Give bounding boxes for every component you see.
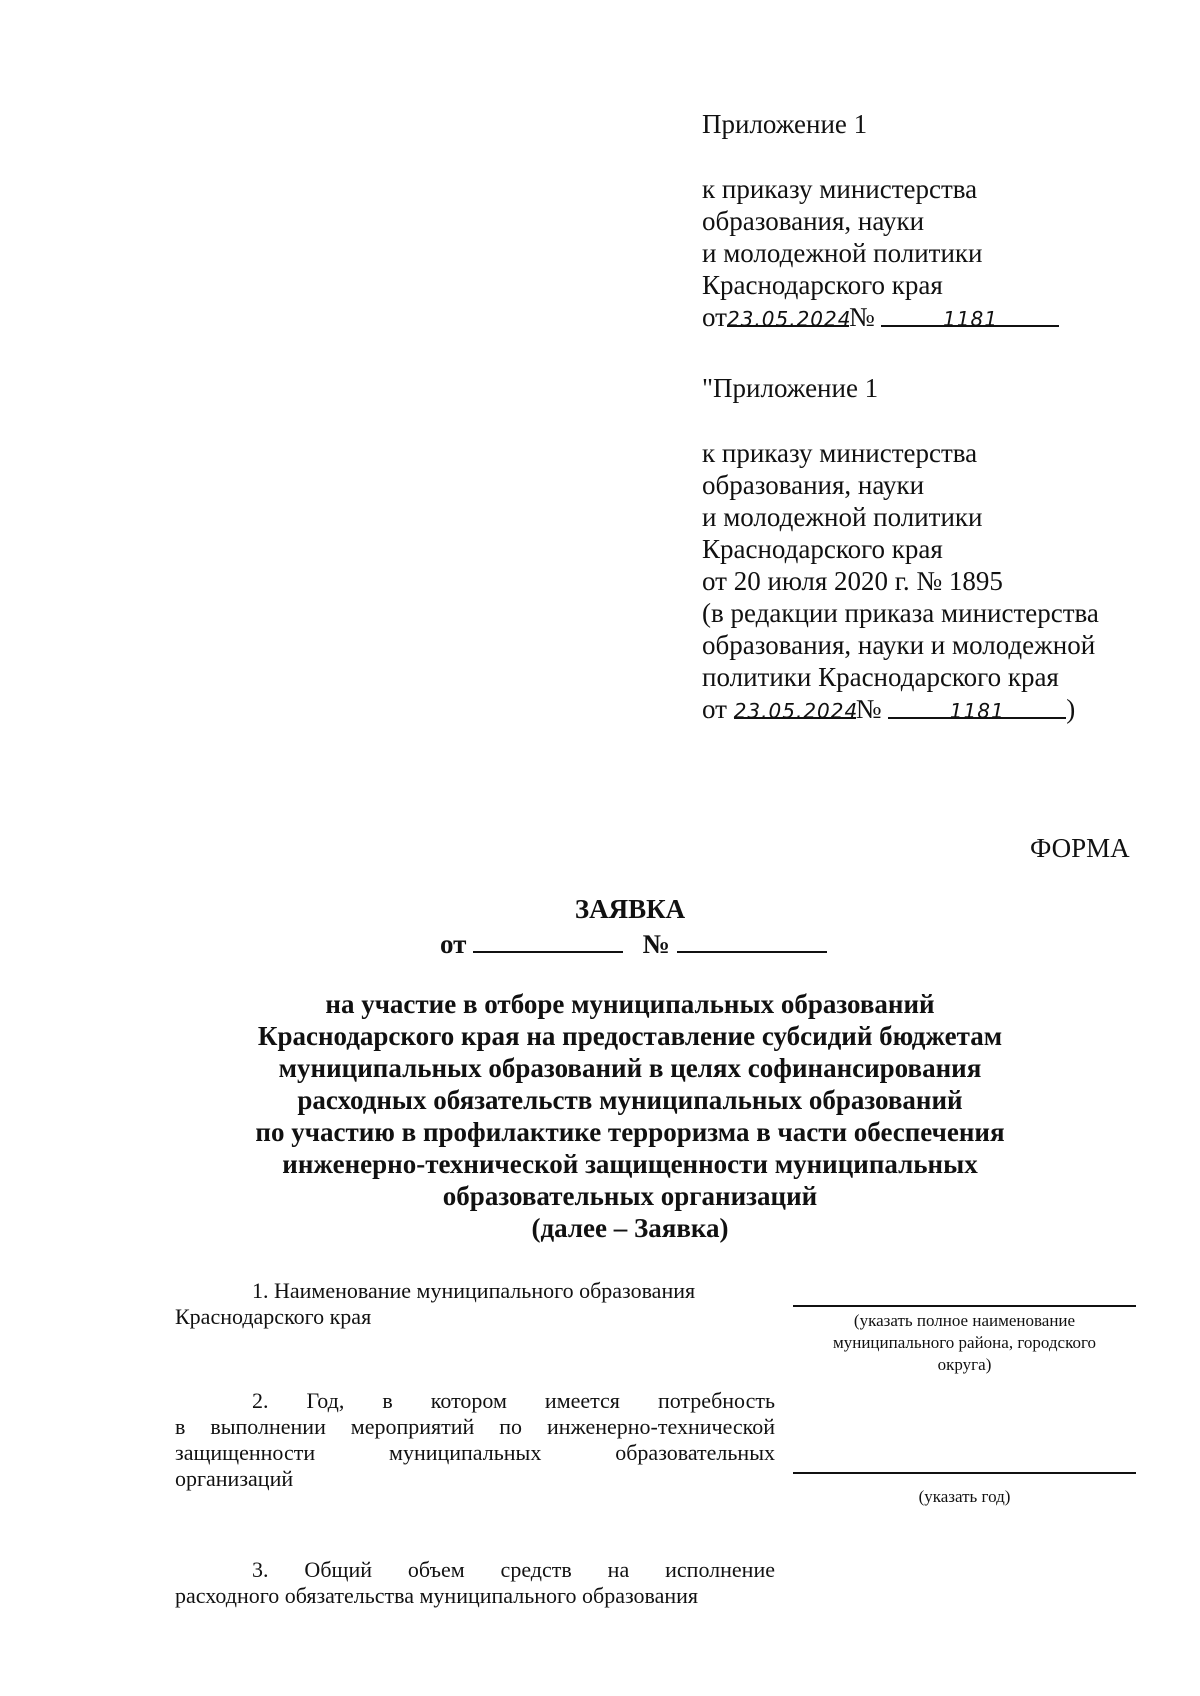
- subject-line: образовательных организаций: [442, 1181, 818, 1211]
- appendix-line: и молодежной политики: [702, 502, 983, 532]
- item-line: в выполнении мероприятий по инженерно-технической: [175, 1414, 775, 1439]
- number-sign: №: [848, 302, 875, 332]
- application-date-field[interactable]: [473, 929, 623, 953]
- appendix-line: Краснодарского края: [702, 534, 943, 564]
- subject-line: (далее – Заявка): [531, 1213, 729, 1243]
- date-field: [726, 301, 852, 331]
- item-line: Краснодарского края: [175, 1304, 372, 1329]
- number-sign: №: [855, 694, 882, 724]
- subject-line: Краснодарского края на предоставление субсидий бюджетам: [257, 1021, 1003, 1051]
- appendix-line: образования, науки: [702, 206, 925, 236]
- subject-line: по участию в профилактике терроризма в части обеспечения: [255, 1117, 1005, 1147]
- hint-line: муниципального района, городского: [832, 1333, 1097, 1352]
- handwritten-date: 23.05.2024: [726, 307, 852, 331]
- subject-line: инженерно-технической защищенности муниципальных: [282, 1149, 978, 1179]
- item-1-answer-line[interactable]: [793, 1305, 1136, 1307]
- hint-line: округа): [937, 1355, 992, 1374]
- application-number-field[interactable]: [677, 929, 827, 953]
- number-field: [888, 693, 1066, 723]
- subject-line: муниципальных образований в целях софинансирования: [278, 1053, 982, 1083]
- application-subject: [0, 988, 1200, 1244]
- number-sign: №: [642, 929, 670, 959]
- appendix-line: от 20 июля 2020 г. № 1895: [702, 566, 1003, 596]
- hint-line: (указать полное наименование: [853, 1311, 1076, 1330]
- handwritten-date: 23.05.2024: [733, 699, 859, 723]
- date-prefix: от: [702, 302, 727, 332]
- date-prefix: от: [440, 929, 467, 959]
- item-1-hint: [793, 1310, 1136, 1376]
- appendix-current: [702, 108, 1059, 333]
- closing-paren: ): [1066, 694, 1076, 724]
- appendix-line: Краснодарского края: [702, 270, 943, 300]
- item-2-hint: [793, 1486, 1136, 1508]
- subject-line: на участие в отборе муниципальных образований: [325, 989, 935, 1019]
- date-prefix: от: [702, 694, 727, 724]
- appendix-heading: "Приложение 1: [702, 373, 879, 403]
- appendix-line: образования, науки и молодежной: [702, 630, 1096, 660]
- appendix-line: (в редакции приказа министерства: [702, 598, 1099, 628]
- item-line: 3. Общий объем средств на исполнение: [252, 1557, 775, 1582]
- appendix-line: к приказу министерства: [702, 438, 978, 468]
- item-line: защищенности муниципальных образовательных: [175, 1440, 775, 1465]
- application-date-number-line: [440, 928, 827, 960]
- item-line: расходного обязательства муниципального образования: [175, 1583, 699, 1608]
- date-field: [733, 693, 859, 723]
- form-label: ФОРМА: [1030, 833, 1130, 863]
- hint-line: (указать год): [918, 1487, 1011, 1506]
- application-title: ЗАЯВКА: [574, 894, 686, 924]
- item-line: организаций: [175, 1466, 294, 1491]
- item-line: 2. Год, в котором имеется потребность: [252, 1388, 775, 1413]
- item-3-text: [175, 1557, 775, 1609]
- handwritten-number: 1181: [943, 307, 998, 331]
- appendix-date-line: [702, 301, 1059, 333]
- appendix-date-line: [702, 693, 1099, 725]
- handwritten-number: 1181: [949, 699, 1005, 723]
- appendix-heading: Приложение 1: [702, 109, 868, 139]
- appendix-line: и молодежной политики: [702, 238, 983, 268]
- item-line: 1. Наименование муниципального образования: [252, 1278, 696, 1303]
- item-2-text: [175, 1388, 775, 1492]
- appendix-line: к приказу министерства: [702, 174, 978, 204]
- appendix-line: образования, науки: [702, 470, 925, 500]
- item-2-answer-line[interactable]: [793, 1472, 1136, 1474]
- number-field: [881, 301, 1059, 331]
- subject-line: расходных обязательств муниципальных образований: [297, 1085, 963, 1115]
- appendix-line: политики Краснодарского края: [702, 662, 1059, 692]
- item-1-text: [175, 1278, 775, 1330]
- appendix-original: [702, 372, 1099, 725]
